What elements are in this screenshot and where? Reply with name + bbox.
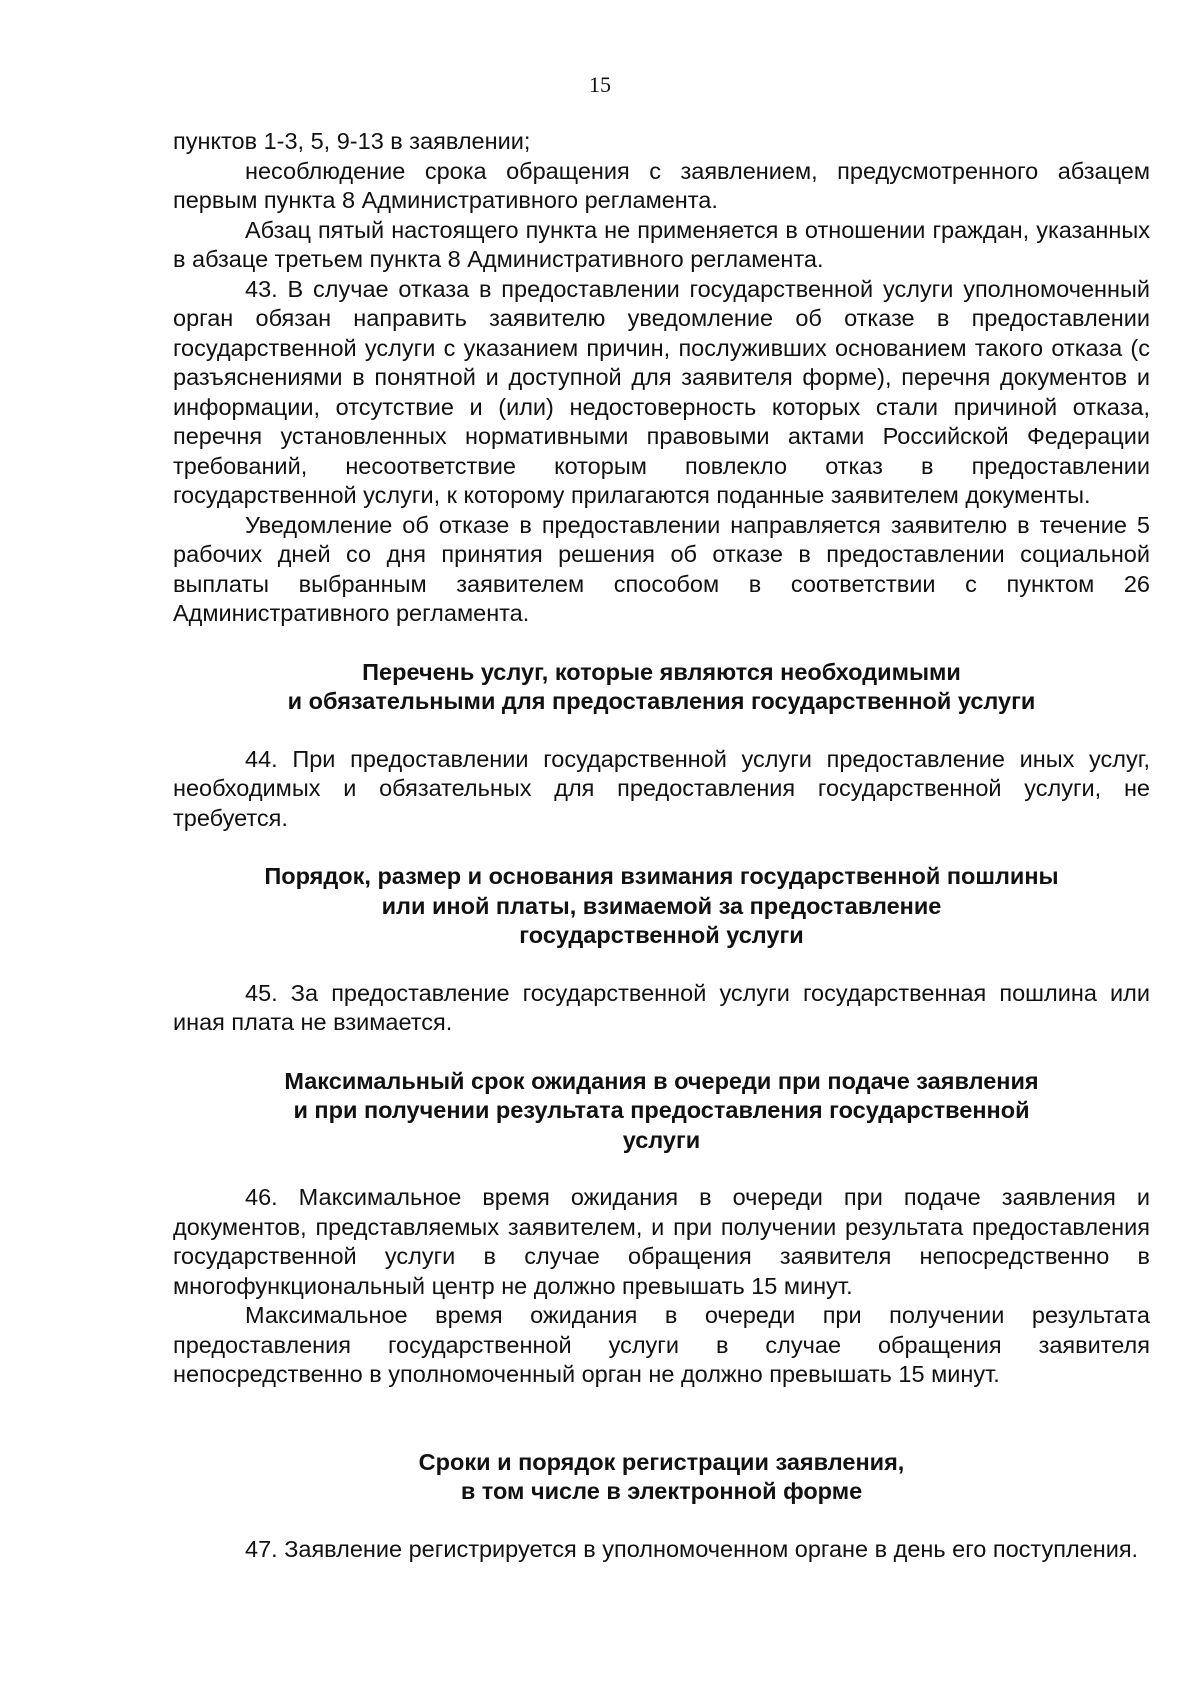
paragraph-notification: Уведомление об отказе в предоставлении направляется заявителю в течение 5 рабочих дней со дня принятия решения об отказе в предоставлении социальной выплаты выбранным заявителем способом в соответствии с пунктом 26 Административного регламента.	[173, 511, 1150, 626]
paragraph-46: 46. Максимальное время ожидания в очереди при подаче заявления и документов, представляемых заявителем, и при получении результата предоставления государственной услуги в случае обращения заявителя непосредственно в многофункциональный центр не должно превышать 15 минут.	[173, 1184, 1150, 1299]
heading-line: Перечень услуг, которые являются необходимыми	[362, 658, 961, 685]
heading-line: или иной платы, взимаемой за предоставление	[381, 892, 942, 919]
heading-line: и при получении результата предоставления государственной	[293, 1097, 1030, 1123]
heading-line: в том числе в электронной форме	[460, 1478, 863, 1504]
paragraph-queue-result: Максимальное время ожидания в очереди при получении результата предоставления государственной услуги в случае обращения заявителя непосредственно в уполномоченный орган не должно превышать 15 минут.	[173, 1302, 1150, 1387]
heading-line: Сроки и порядок регистрации заявления,	[418, 1448, 905, 1475]
paragraph-45: 45. За предоставление государственной услуги государственная пошлина или иная плата не взимается.	[173, 979, 1150, 1035]
section-heading-state-fee	[173, 862, 1150, 951]
document-body	[173, 127, 1150, 1564]
heading-line: государственной услуги	[519, 922, 804, 948]
section-heading-queue-time	[173, 1067, 1150, 1156]
paragraph-43: 43. В случае отказа в предоставлении государственной услуги уполномоченный орган обязан направить заявителю уведомление об отказе в предоставлении государственной услуги с указанием причин, послуживших основанием такого отказа (с разъяснениями в понятной и доступной для заявителя форме), перечня документов и информации, отсутствие и (или) недостоверность которых стали причиной отказа, перечня установленных нормативными правовыми актами Российской Федерации требований, несоответствие которым повлекло отказ в предоставлении государственной услуги, к которому прилагаются поданные заявителем документы.	[173, 275, 1150, 508]
page-number: 15	[589, 72, 611, 97]
heading-line: Порядок, размер и основания взимания государственной пошлины	[264, 863, 1059, 889]
paragraph-exception: Абзац пятый настоящего пункта не применяется в отношении граждан, указанных в абзаце третьем пункта 8 Административного регламента.	[173, 216, 1150, 272]
paragraph-44: 44. При предоставлении государственной услуги предоставление иных услуг, необходимых и обязательных для предоставления государственной услуги, не требуется.	[173, 745, 1150, 831]
heading-line: и обязательными для предоставления государственной услуги	[287, 688, 1036, 714]
paragraph-47: 47. Заявление регистрируется в уполномоченном органе в день его поступления.	[245, 1535, 1139, 1562]
heading-line: услуги	[622, 1126, 701, 1153]
paragraph-continuation: пунктов 1-3, 5, 9-13 в заявлении;	[173, 128, 531, 154]
heading-line: Максимальный срок ожидания в очереди при подаче заявления	[284, 1067, 1039, 1094]
section-heading-required-services	[173, 658, 1150, 717]
section-heading-registration	[173, 1448, 1150, 1507]
paragraph-refusal-ground: несоблюдение срока обращения с заявлением, предусмотренного абзацем первым пункта 8 Административного регламента.	[173, 157, 1150, 213]
